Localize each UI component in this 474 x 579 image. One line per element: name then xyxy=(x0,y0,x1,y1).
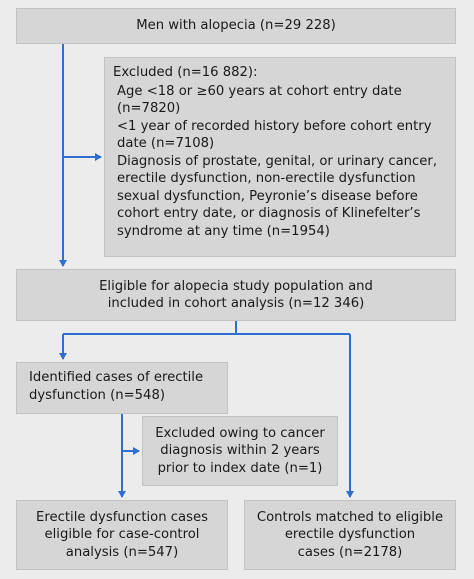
criterion-line: sexual dysfunction, Peyronie’s disease before xyxy=(117,188,418,204)
eligible-line: included in cohort analysis (n=12 346) xyxy=(107,296,365,311)
criterion-line: erectile dysfunction, non-erectile dysfunction xyxy=(117,171,416,186)
ed-cases-line: eligible for case-control xyxy=(44,527,200,543)
excluded-cancer-box xyxy=(142,416,338,486)
criterion-line: syndrome at any time (n=1954) xyxy=(117,223,330,239)
alopecia-box xyxy=(16,8,456,44)
excluded-criterion-age xyxy=(113,83,447,118)
excluded-criterion-history xyxy=(113,118,447,153)
controls-line: cases (n=2178) xyxy=(297,544,403,560)
controls-line: Controls matched to eligible xyxy=(256,509,444,525)
cases-line: Identified cases of erectile xyxy=(29,370,204,385)
ed-cases-line: Erectile dysfunction cases xyxy=(36,509,208,525)
excluded-box xyxy=(104,57,456,257)
excluded-cancer-line: Excluded owing to cancer xyxy=(155,425,325,441)
ed-cases-text xyxy=(36,509,208,562)
excluded-title: Excluded (n=16 882): xyxy=(113,65,258,80)
criterion-line: Diagnosis of prostate, genital, or urinary cancer, xyxy=(117,153,438,169)
criterion-line: cohort entry date, or diagnosis of Klinefelter’s xyxy=(117,206,421,221)
controls-line: erectile dysfunction xyxy=(284,527,416,543)
cases-box xyxy=(16,362,228,414)
ed-cases-box xyxy=(16,500,228,570)
alopecia-text: Men with alopecia (n=29 228) xyxy=(136,18,336,34)
criterion-line: (n=7820) xyxy=(117,101,181,116)
cases-line: dysfunction (n=548) xyxy=(29,387,165,403)
eligible-line: Eligible for alopecia study population and xyxy=(99,278,373,294)
ed-cases-line: analysis (n=547) xyxy=(65,544,179,560)
controls-text xyxy=(257,509,443,562)
criterion-line: Age <18 or ≥60 years at cohort entry date xyxy=(117,83,402,99)
eligible-text xyxy=(99,278,373,313)
excluded-criterion-diagnosis xyxy=(113,153,447,241)
controls-box xyxy=(244,500,456,570)
criterion-line: <1 year of recorded history before cohort entry xyxy=(117,118,432,134)
eligible-box xyxy=(16,269,456,321)
excluded-cancer-line: diagnosis within 2 years xyxy=(160,443,320,459)
criterion-line: date (n=7108) xyxy=(117,136,215,151)
excluded-cancer-line: prior to index date (n=1) xyxy=(157,460,323,476)
excluded-cancer-text xyxy=(155,425,325,478)
